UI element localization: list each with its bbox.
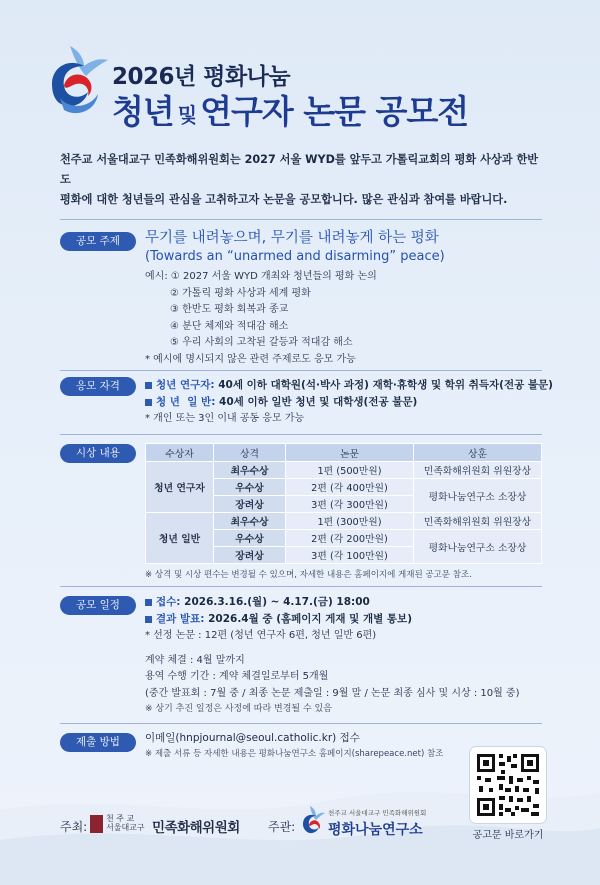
award-grade: 장려상	[214, 547, 286, 564]
dove-logo-icon	[40, 40, 118, 118]
submission-text: 이메일(hnpjournal@seoul.catholic.kr) 접수	[145, 732, 360, 744]
topic-example: ④ 분단 체제와 적대감 해소	[170, 320, 289, 332]
event-year-title: 2026년 평화나눔	[112, 64, 291, 90]
award-prize: 민족화해위원회 위원장상	[414, 462, 542, 479]
schedule-line: 결과 발표: 2026.4월 중 (홈페이지 게재 및 개별 통보)	[145, 611, 545, 628]
topic-section	[145, 229, 545, 368]
topic-title-ko: 무기를 내려놓으며, 무기를 내려놓게 하는 평화	[145, 230, 439, 246]
topic-title-en: (Towards an “unarmed and disarming” peace)	[145, 249, 445, 264]
submission-note: ※ 제출 서류 등 자세한 내용은 평화나눔연구소 홈페이지(sharepeace.net) 참조	[145, 749, 444, 759]
awardee-group: 청년 일반	[146, 513, 214, 564]
schedule-selected: * 선정 논문 : 12편 (청년 연구자 6편, 청년 일반 6편)	[145, 630, 377, 641]
square-bullet-icon	[145, 616, 152, 623]
schedule-contract: 계약 체결 : 4월 말까지	[145, 654, 245, 666]
divider	[60, 723, 542, 724]
intro-line: 평화에 대한 청년들의 관심을 고취하고자 논문을 공모합니다. 많은 관심과 참여를 바랍니다.	[60, 193, 508, 206]
divider	[60, 370, 542, 371]
title-part1: 청년	[112, 92, 174, 131]
award-paper: 1편 (500만원)	[286, 462, 414, 479]
eligibility-line: 청 년 일 반: 40세 이하 일반 청년 및 대학생(전공 불문)	[145, 394, 545, 411]
award-prize: 평화나눔연구소 소장상	[414, 530, 542, 564]
schedule-section	[145, 594, 545, 717]
intro-line: 천주교 서울대교구 민족화해위원회는 2027 서울 WYD를 앞두고 가톨릭교회의 평화 사상과 한반도	[60, 153, 539, 186]
square-bullet-icon	[145, 599, 152, 606]
label-schedule: 공모 일정	[60, 596, 136, 615]
divider	[60, 219, 542, 220]
label-eligibility: 응모 자격	[60, 377, 136, 396]
award-grade: 최우수상	[214, 462, 286, 479]
organizer-sub: 천주교 서울대교구 민족화해위원회	[328, 809, 427, 817]
table-header: 논문	[286, 444, 414, 462]
topic-example: ⑤ 우리 사회의 고착된 갈등과 적대감 해소	[170, 337, 353, 348]
award-paper: 2편 (각 200만원)	[286, 530, 414, 547]
label-submission: 제출 방법	[60, 733, 136, 752]
qr-code[interactable]	[470, 747, 546, 823]
organizer-label: 주관:	[268, 820, 296, 834]
divider	[60, 434, 542, 435]
award-grade: 우수상	[214, 530, 286, 547]
qr-code-icon	[470, 747, 546, 823]
award-paper: 3편 (각 300만원)	[286, 496, 414, 513]
host-small-1: 천 주 교	[106, 814, 135, 823]
label-topic: 공모 주제	[60, 232, 136, 251]
topic-example: 예시: ① 2027 서울 WYD 개최와 청년들의 평화 논의	[145, 271, 377, 282]
square-bullet-icon	[145, 399, 152, 406]
topic-example: ② 가톨릭 평화 사상과 세계 평화	[170, 287, 311, 299]
eligibility-line: 청년 연구자: 40세 이하 대학원(석·박사 과정) 재학·휴학생 및 학위 취득자(전공 불문)	[145, 377, 545, 394]
award-prize: 민족화해위원회 위원장상	[414, 513, 542, 530]
host-small-2: 서울대교구	[106, 823, 145, 832]
award-paper: 1편 (300만원)	[286, 513, 414, 530]
topic-note: * 예시에 명시되지 않은 관련 주제로도 응모 가능	[145, 353, 356, 365]
award-grade: 우수상	[214, 479, 286, 496]
award-paper: 3편 (각 100만원)	[286, 547, 414, 564]
eligibility-section	[145, 377, 553, 428]
label-awards: 시상 내용	[60, 444, 136, 463]
square-bullet-icon	[145, 382, 152, 389]
peace-logo-icon	[300, 804, 326, 838]
awardee-group: 청년 연구자	[146, 462, 214, 513]
award-grade: 최우수상	[214, 513, 286, 530]
table-header: 상격	[214, 444, 286, 462]
intro-text	[60, 150, 540, 210]
cathedral-icon	[90, 815, 103, 833]
eligibility-note: * 개인 또는 3인 이내 공동 응모 가능	[145, 413, 305, 424]
schedule-line: 접수: 2026.3.16.(월) ~ 4.17.(금) 18:00	[145, 594, 545, 611]
awards-note: ※ 상격 및 시상 편수는 변경될 수 있으며, 자세한 내용은 홈페이지에 게재된 공고문 참조.	[145, 570, 472, 580]
award-prize: 평화나눔연구소 소장상	[414, 479, 542, 513]
host-label: 주최:	[60, 820, 88, 834]
title-and: 및	[177, 103, 197, 127]
awards-table-wrap	[145, 443, 542, 583]
awards-table	[145, 443, 542, 564]
submission-section	[145, 729, 460, 762]
schedule-note: ※ 상기 추진 일정은 사정에 따라 변경될 수 있음	[145, 704, 332, 714]
table-header: 수상자	[146, 444, 214, 462]
host-org-small	[106, 814, 145, 832]
event-main-title	[112, 86, 582, 133]
divider	[60, 586, 542, 587]
title-part2: 연구자 논문 공모전	[200, 92, 469, 131]
award-grade: 장려상	[214, 496, 286, 513]
table-header: 상훈	[414, 444, 542, 462]
topic-example: ③ 한반도 평화 회복과 종교	[170, 304, 289, 315]
award-paper: 2편 (각 400만원)	[286, 479, 414, 496]
qr-caption: 공고문 바로가기	[472, 830, 544, 841]
schedule-milestones: (중간 발표회 : 7월 중 / 최종 논문 제출일 : 9월 말 / 논문 최종 심사 및 시상 : 10월 중)	[145, 687, 520, 699]
organizer-name: 평화나눔연구소	[328, 822, 423, 838]
schedule-period: 용역 수행 기간 : 계약 체결일로부터 5개월	[145, 671, 329, 682]
host-name: 민족화해위원회	[152, 820, 240, 836]
